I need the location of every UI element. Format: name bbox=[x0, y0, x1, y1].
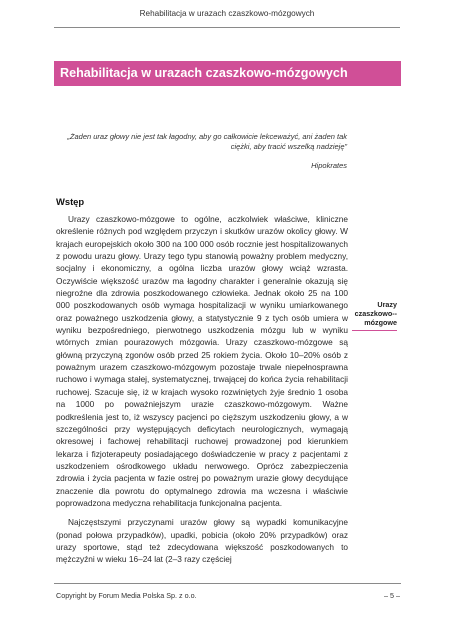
epigraph-author: Hipokrates bbox=[311, 161, 347, 170]
footer-copyright: Copyright by Forum Media Polska Sp. z o.o. bbox=[56, 591, 197, 600]
running-header: Rehabilitacja w urazach czaszkowo-mózgowych bbox=[54, 0, 400, 28]
epigraph-quote: „Żaden uraz głowy nie jest tak łagodny, aby go całkowicie lekceważyć, ani żaden tak ciężki, aby tracić wszelką nadzieję” bbox=[67, 132, 347, 151]
paragraph: Najczęstszymi przyczynami urazów głowy są wypadki komunikacyjne (ponad połowa przypadków), upadki, pobicia (około 20% przypadków) oraz urazy sportowe, stąd też zdecydowana większość poszkodowanych to mężczyźni w wieku 16–24 lat (2–3 razy częściej bbox=[56, 517, 348, 565]
footer-divider bbox=[54, 583, 401, 584]
chapter-title: Rehabilitacja w urazach czaszkowo-mózgowych bbox=[54, 61, 401, 86]
body-text bbox=[56, 213, 348, 573]
section-heading: Wstęp bbox=[56, 196, 85, 207]
page-number: – 5 – bbox=[384, 591, 400, 600]
margin-note: Urazy czaszkowo--mózgowe bbox=[352, 300, 397, 331]
paragraph: Urazy czaszkowo-mózgowe to ogólne, aczkolwiek właściwe, kliniczne określenie różnych pod względem przyczyn i skutków urazów okolicy głowy. W krajach europejskich około 300 na 100 000 osób rocznie jest hospitalizowanych z powodu urazu głowy. Urazy tego typu stanowią poważny problem medyczny, socjalny i ekonomiczny, a ogólna liczba urazów głowy wciąż wzrasta. Oczywiście większość urazów ma łagodny charakter i generalnie okazują się niegroźne dla zdrowia poszkodowanego człowieka. Jednak około 25 na 100 000 poszkodowanych osób wymaga hospitalizacji w wyniku umiarkowanego oraz poważnego uszkodzenia głowy, a statystycznie 9 z tych osób umiera w wyniku bezpośredniego, pierwotnego uszkodzenia mózgu lub w wyniku wtórnych zmian pourazowych mózgowia. Urazy czaszkowo-mózgowe są główną przyczyną zgonów osób przed 25 rokiem życia. Około 10–20% osób z poważnym urazem czaszkowo-mózgowym pozostaje trwale niepełnosprawna ruchowo i wymaga stałej, systematycznej, trwającej do końca życia rehabilitacji ruchowej. Szacuje się, iż w krajach wysoko rozwiniętych żyje średnio 1 osoba na 1000 po poważniejszym urazie czaszkowo-mózgowym. Ważne podkreślenia jest to, iż wszyscy pacjenci po cięższym uszkodzeniu głowy, a w szczególności przy występujących deficytach neurologicznych, wymagają okresowej i fachowej rehabilitacji ruchowej prowadzonej pod kierunkiem lekarza i fizjoterapeuty posiadającego doświadczenie w pracy z pacjentami z uszkodzeniem ośrodkowego układu nerwowego. Oprócz zabezpieczenia zdrowia i życia pacjenta w fazie ostrej po poważnym urazie głowy decydujące znaczenie dla powrotu do optymalnego zdrowia ma wczesna i właściwie poprowadzona medyczna rehabilitacja funkcjonalna pacjenta. bbox=[56, 214, 348, 508]
